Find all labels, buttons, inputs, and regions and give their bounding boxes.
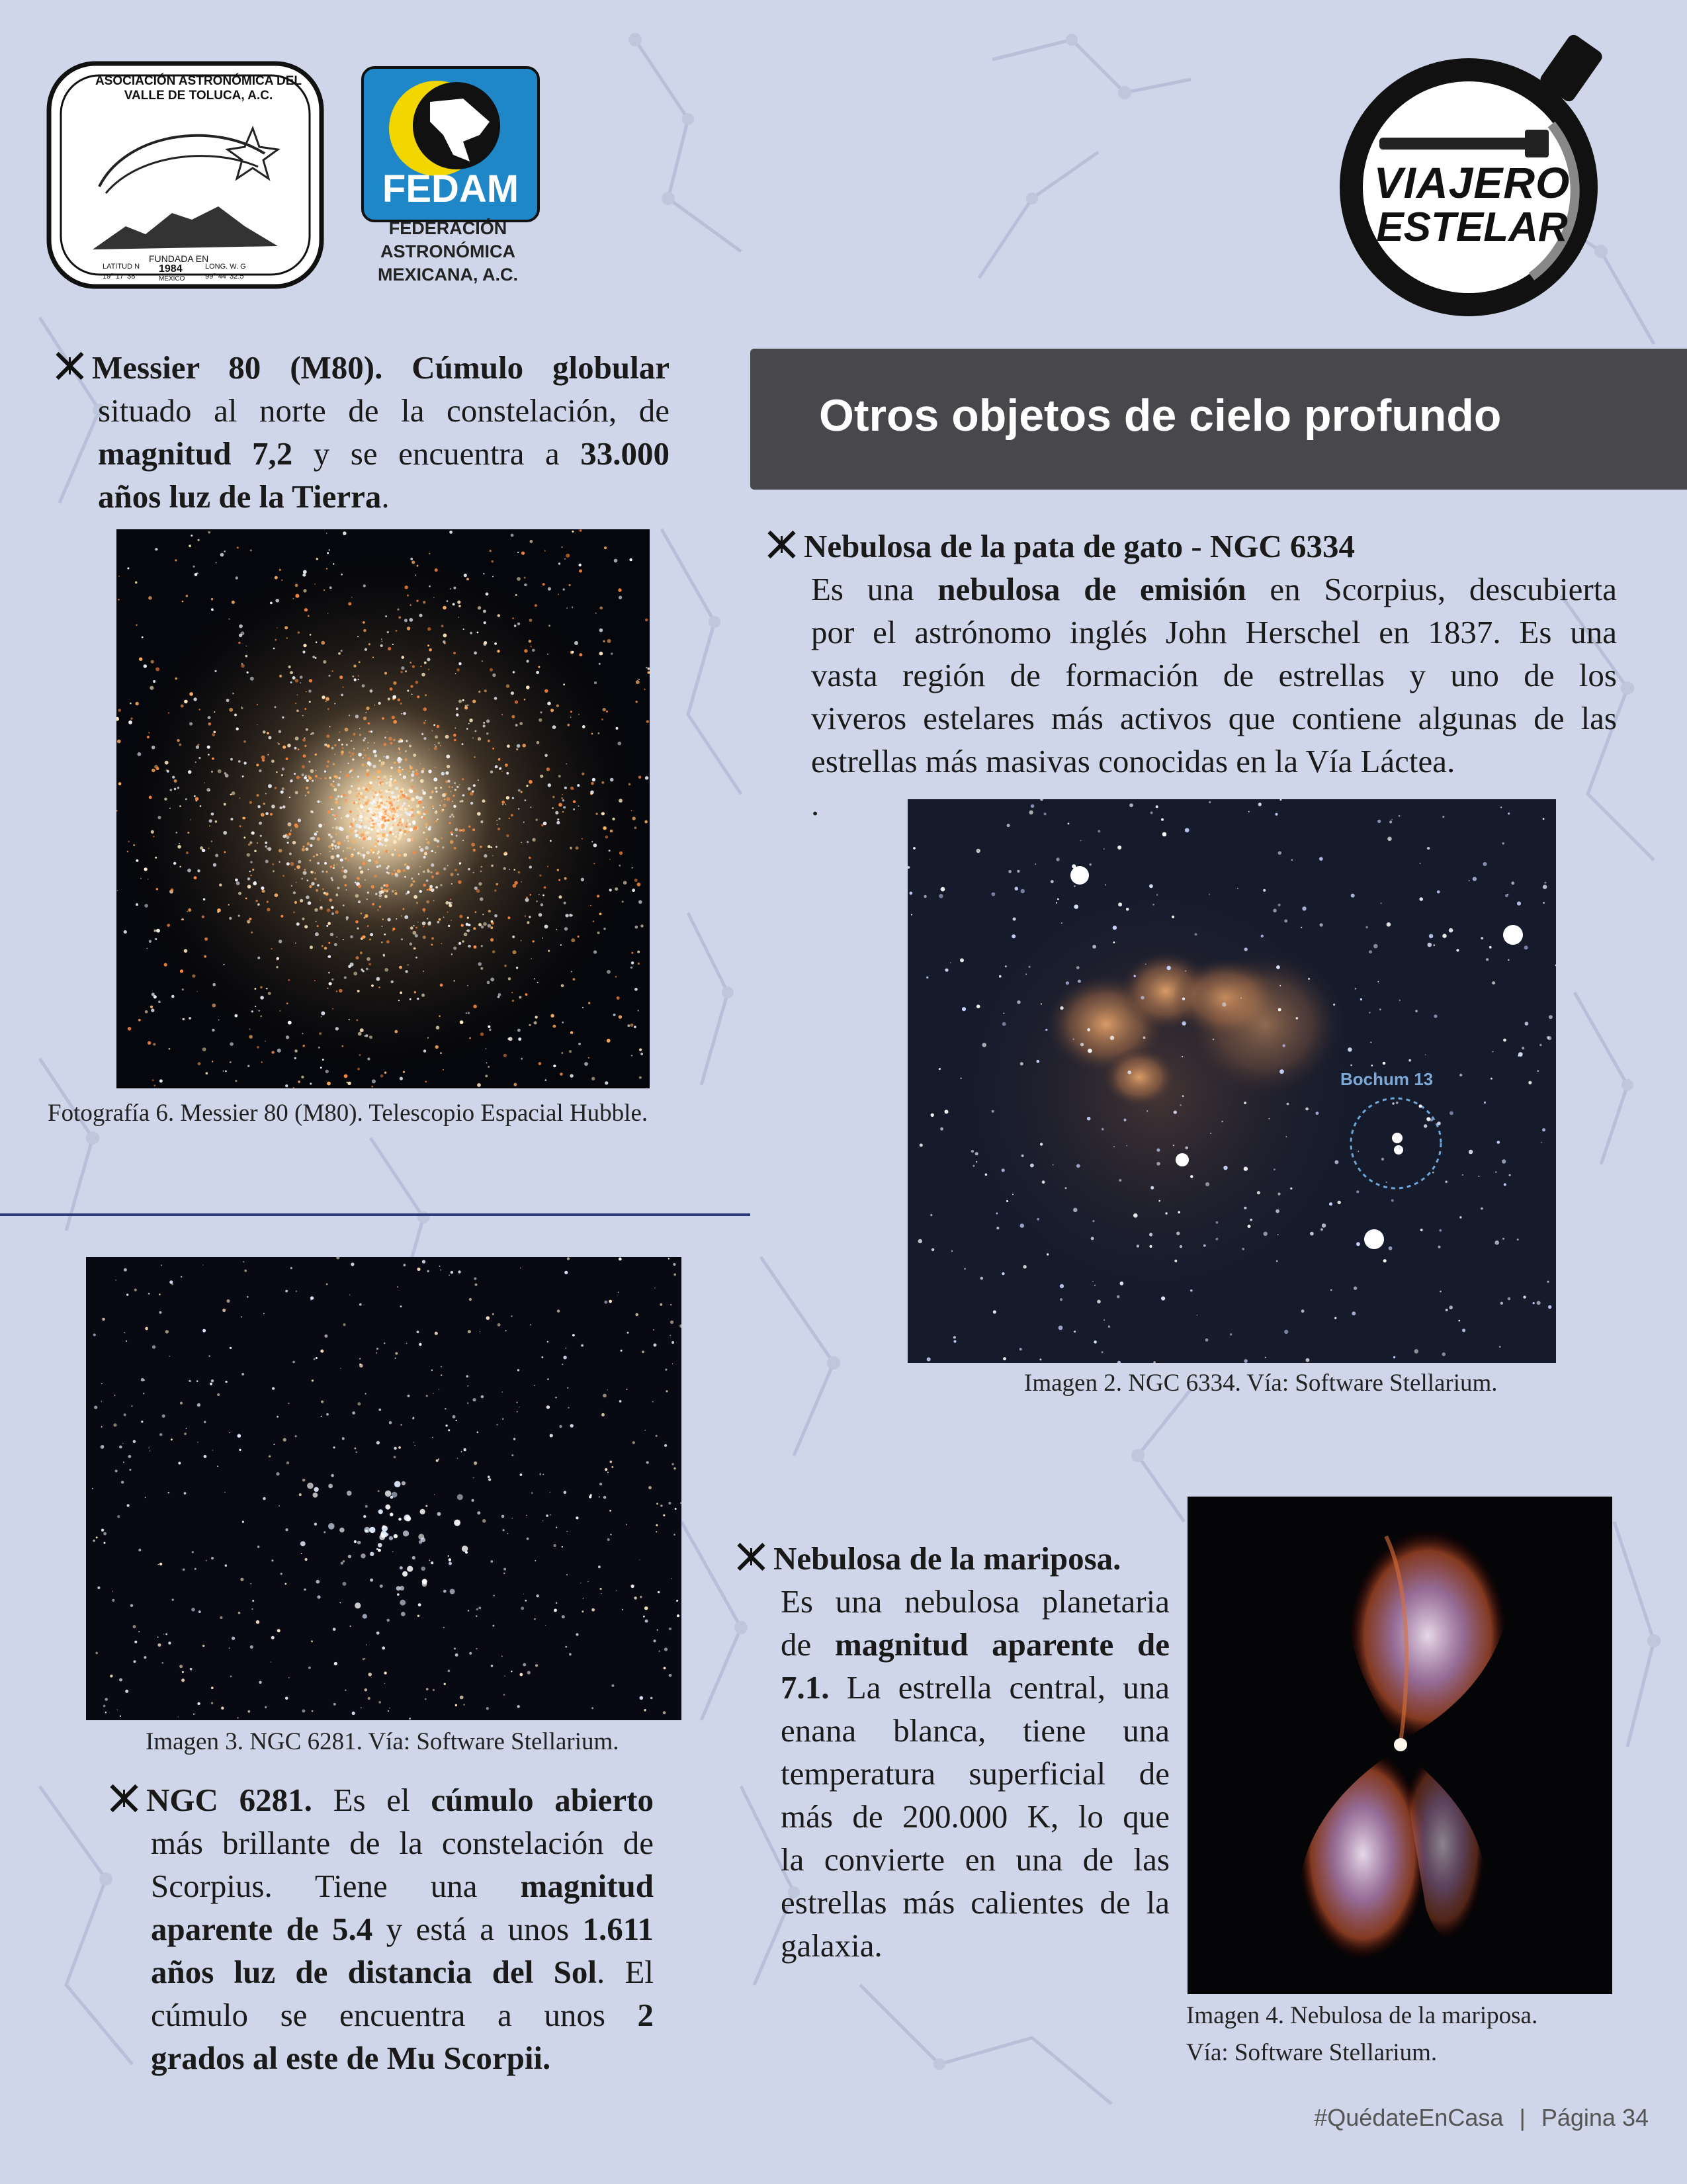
m80-line1 (52, 346, 670, 389)
star-bullet-icon (106, 1782, 142, 1815)
avt-founded-year: 1984 (159, 263, 183, 275)
m80-title: Messier 80 (M80). Cúmulo globular (92, 349, 670, 386)
star-bullet-icon (763, 528, 800, 561)
star-bullet-icon (52, 349, 88, 382)
fedam-line3: MEXICANA, A.C. (377, 265, 518, 284)
section-header-title: Otros objetos de cielo profundo (819, 390, 1502, 441)
section-divider (0, 1213, 750, 1216)
star-bullet-icon (733, 1540, 769, 1573)
section-header (750, 349, 1687, 490)
butterfly-caption-line1: Imagen 4. Nebulosa de la mariposa. (1186, 2002, 1538, 2029)
ngc6281-image (86, 1257, 681, 1720)
avt-founded-label: FUNDADA EN (149, 253, 209, 264)
ngc6334-caption: Imagen 2. NGC 6334. Vía: Software Stellarium. (1024, 1370, 1498, 1397)
avt-country: MÉXICO (159, 275, 185, 283)
m80-description (52, 346, 670, 518)
avt-long-value: 99° 44' 32.5" (205, 273, 247, 281)
butterfly-caption-line2: Vía: Software Stellarium. (1186, 2039, 1438, 2066)
avt-long-label: LONG. W. G (205, 263, 246, 271)
bochum-13-label: Bochum 13 (1340, 1069, 1434, 1089)
fedam-logo (361, 66, 540, 222)
avt-lat-value: 19° 17' 38" (103, 273, 138, 281)
avt-lat-label: LATITUD N (103, 263, 140, 271)
ngc6281-caption: Imagen 3. NGC 6281. Vía: Software Stellarium. (146, 1728, 619, 1755)
m80-line3: magnitud 7,2 y se encuentra a 33.000 (98, 435, 670, 472)
avt-top-text: ASOCIACIÓN ASTRONÓMICA DEL VALLE DE TOLUCA, A.C. (95, 74, 302, 103)
ngc6334-image (908, 799, 1556, 1363)
butterfly-title: Nebulosa de la mariposa. (773, 1540, 1121, 1577)
ngc6281-description: NGC 6281. Es el cúmulo abierto más brillante de la constelación de Scorpius. Tiene una magnitud aparente de 5.4 y está a unos 1.611 años luz de distancia del Sol. El cúmulo se encuentra a unos 2 grados al este de Mu Scorpii. (106, 1778, 654, 2079)
page-footer (1314, 2104, 1649, 2132)
ngc6334-line1 (763, 525, 1617, 568)
m80-line2: situado al norte de la constelación, de (98, 392, 670, 429)
butterfly-nebula-image (1188, 1497, 1612, 1994)
viajero-line1: VIAJERO (1373, 158, 1571, 207)
butterfly-description: Nebulosa de la mariposa. Es una nebulosa planetaria de magnitud aparente de 7.1. La estrella central, una enana blanca, tiene una temperatura superficial de más de 200.000 K, lo que la convierte en una de las estrellas más calientes de la galaxia. (733, 1537, 1170, 1967)
footer-page-number: Página 34 (1541, 2104, 1649, 2131)
m80-caption: Fotografía 6. Messier 80 (M80). Telescopio Espacial Hubble. (48, 1100, 648, 1127)
ngc6334-description: Nebulosa de la pata de gato - NGC 6334 Es una nebulosa de emisión en Scorpius, descubierta por el astrónomo inglés John Herschel en 1837. Es una vasta región de formación de estrellas y uno de los viveros estelares más activos que contiene algunas de las estrellas más masivas conocidas en la Vía Láctea. . (763, 525, 1617, 826)
ngc6281-title: NGC 6281. (146, 1782, 312, 1818)
fedam-line2: ASTRONÓMICA (380, 241, 515, 261)
viajero-line2: ESTELAR (1376, 204, 1568, 250)
m80-photo (116, 529, 650, 1088)
viajero-estelar-logo (1333, 32, 1624, 323)
ngc6334-title: Nebulosa de la pata de gato - NGC 6334 (804, 528, 1356, 564)
m80-line4: años luz de la Tierra. (98, 478, 390, 515)
footer-hashtag: #QuédateEnCasa (1314, 2104, 1504, 2131)
fedam-badge-text: FEDAM (382, 167, 519, 210)
fedam-line1: FEDERACIÓN (388, 218, 507, 238)
footer-separator: | (1519, 2104, 1526, 2131)
